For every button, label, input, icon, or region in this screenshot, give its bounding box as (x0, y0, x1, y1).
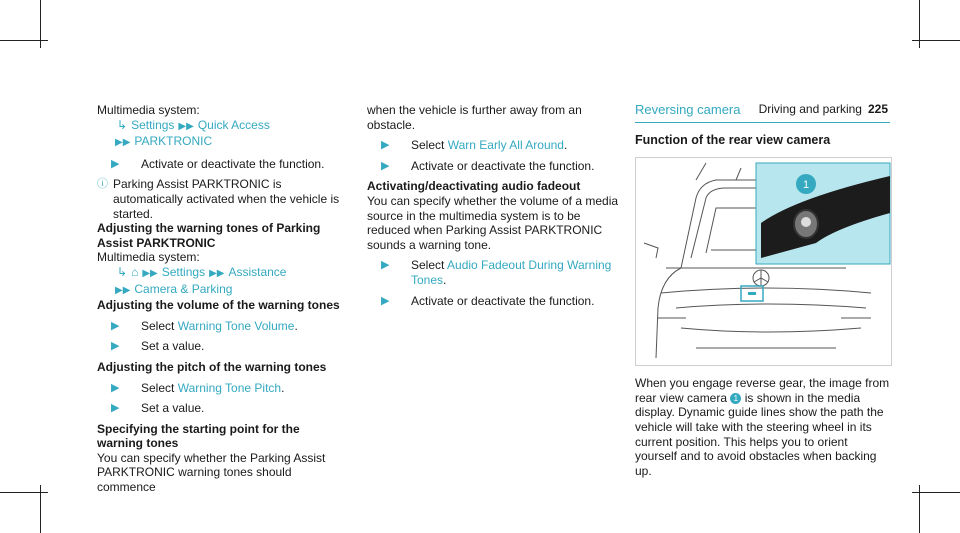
double-chevron-right-icon: ▶▶ (115, 284, 131, 296)
triangle-right-icon: ▶ (381, 294, 390, 307)
step (367, 294, 622, 309)
body-text-part: is shown in the media display. Dynamic guide lines show the path the vehicle will take with the steering wheel in its current position. This helps you to orient yourself and to avoid obstacles when backing up. (635, 390, 884, 478)
double-chevron-right-icon: ▶▶ (178, 120, 194, 132)
car-rear-drawing (636, 158, 891, 365)
step (97, 401, 347, 416)
heading: Adjusting the pitch of the warning tones (97, 359, 327, 374)
body-text: You can specify whether the volume of a media source in the multimedia system is to be reduced when Parking Assist PARKTRONIC sounds a warning tone. (367, 193, 619, 252)
step-text: Set a value. (141, 339, 205, 354)
step-text: Activate or deactivate the function. (141, 156, 325, 171)
step (97, 339, 347, 354)
hook-arrow-icon: ↳ (117, 117, 128, 132)
double-chevron-right-icon: ▶▶ (115, 137, 131, 149)
menu-label: Multimedia system: (97, 103, 200, 117)
crop-mark (912, 492, 960, 493)
path-settings[interactable]: Settings (161, 264, 206, 279)
heading: Adjusting the volume of the warning tones (97, 298, 340, 313)
callout-badge: 1 (730, 393, 741, 404)
callout-number: 1 (802, 179, 810, 192)
crop-mark (0, 40, 48, 41)
menu-item-warning-tone-pitch[interactable]: Warning Tone Pitch (177, 380, 282, 395)
path-settings[interactable]: Settings (131, 117, 175, 132)
body-text-part: When you engage reverse gear, the image from rear view camera (635, 376, 890, 405)
triangle-right-icon: ▶ (111, 340, 120, 353)
step-text: Set a value. (141, 401, 205, 416)
page-number: 225 (867, 102, 888, 116)
step-text: Activate or deactivate the function. (411, 293, 595, 308)
section-title: Reversing camera (635, 103, 890, 123)
triangle-right-icon: ▶ (381, 139, 390, 152)
path-assistance[interactable]: Assistance (228, 264, 287, 279)
column-right (635, 103, 890, 478)
column-middle (367, 103, 622, 314)
triangle-right-icon: ▶ (111, 381, 120, 394)
step-text: Select (141, 318, 175, 333)
menu-item-warning-tone-volume[interactable]: Warning Tone Volume (177, 318, 295, 333)
path-parktronic[interactable]: PARKTRONIC (134, 134, 213, 149)
double-chevron-right-icon: ▶▶ (142, 267, 158, 279)
heading: Adjusting the warning tones of Parking Assist PARKTRONIC (97, 221, 321, 250)
triangle-right-icon: ▶ (381, 259, 390, 272)
step: ▶ Select Warn Early All Around. (367, 138, 622, 153)
heading: Specifying the starting point for the warning tones (97, 421, 300, 451)
info-icon: ⓘ (97, 178, 108, 191)
step-text: Select (141, 380, 175, 395)
menu-path (97, 118, 347, 135)
home-icon[interactable]: ⌂ (131, 264, 139, 279)
step: ▶ Select Audio Fadeout During Warning Tones. (367, 258, 622, 287)
triangle-right-icon: ▶ (111, 402, 120, 415)
step-text: Select (411, 258, 445, 273)
subsection-title: Function of the rear view camera (635, 132, 831, 147)
hook-arrow-icon: ↳ (117, 264, 128, 279)
body-text: when the vehicle is further away from an obstacle. (367, 103, 582, 132)
info-note (97, 177, 347, 221)
step: ▶ Select Warning Tone Volume. (97, 319, 347, 334)
rear-camera-illustration (635, 157, 892, 366)
step (367, 159, 622, 174)
menu-label: Multimedia system: (97, 250, 200, 265)
menu-item-audio-fadeout[interactable]: Audio Fadeout During Warning Tones (411, 258, 612, 287)
menu-item-warn-early[interactable]: Warn Early All Around (447, 138, 564, 153)
menu-path (97, 265, 347, 282)
step (97, 157, 347, 172)
step-text: Activate or deactivate the function. (411, 158, 595, 173)
heading: Activating/deactivating audio fadeout (367, 179, 581, 194)
column-left (97, 103, 347, 495)
crop-mark (912, 40, 960, 41)
menu-path-cont (97, 134, 347, 151)
step: ▶ Select Warning Tone Pitch. (97, 381, 347, 396)
triangle-right-icon: ▶ (111, 319, 120, 332)
body-text (635, 376, 890, 478)
path-camera-parking[interactable]: Camera & Parking (134, 281, 233, 296)
body-text: You can specify whether the Parking Assist PARKTRONIC warning tones should commence (97, 450, 326, 495)
path-quick-access[interactable]: Quick Access (197, 117, 270, 132)
section-name: Driving and parking (758, 102, 862, 116)
crop-mark (0, 492, 48, 493)
info-text: Parking Assist PARKTRONIC is automatically activated when the vehicle is started. (113, 177, 340, 221)
triangle-right-icon: ▶ (381, 159, 390, 172)
triangle-right-icon: ▶ (111, 157, 120, 170)
double-chevron-right-icon: ▶▶ (209, 267, 225, 279)
menu-path-cont (97, 282, 347, 299)
step-text: Select (411, 138, 445, 153)
